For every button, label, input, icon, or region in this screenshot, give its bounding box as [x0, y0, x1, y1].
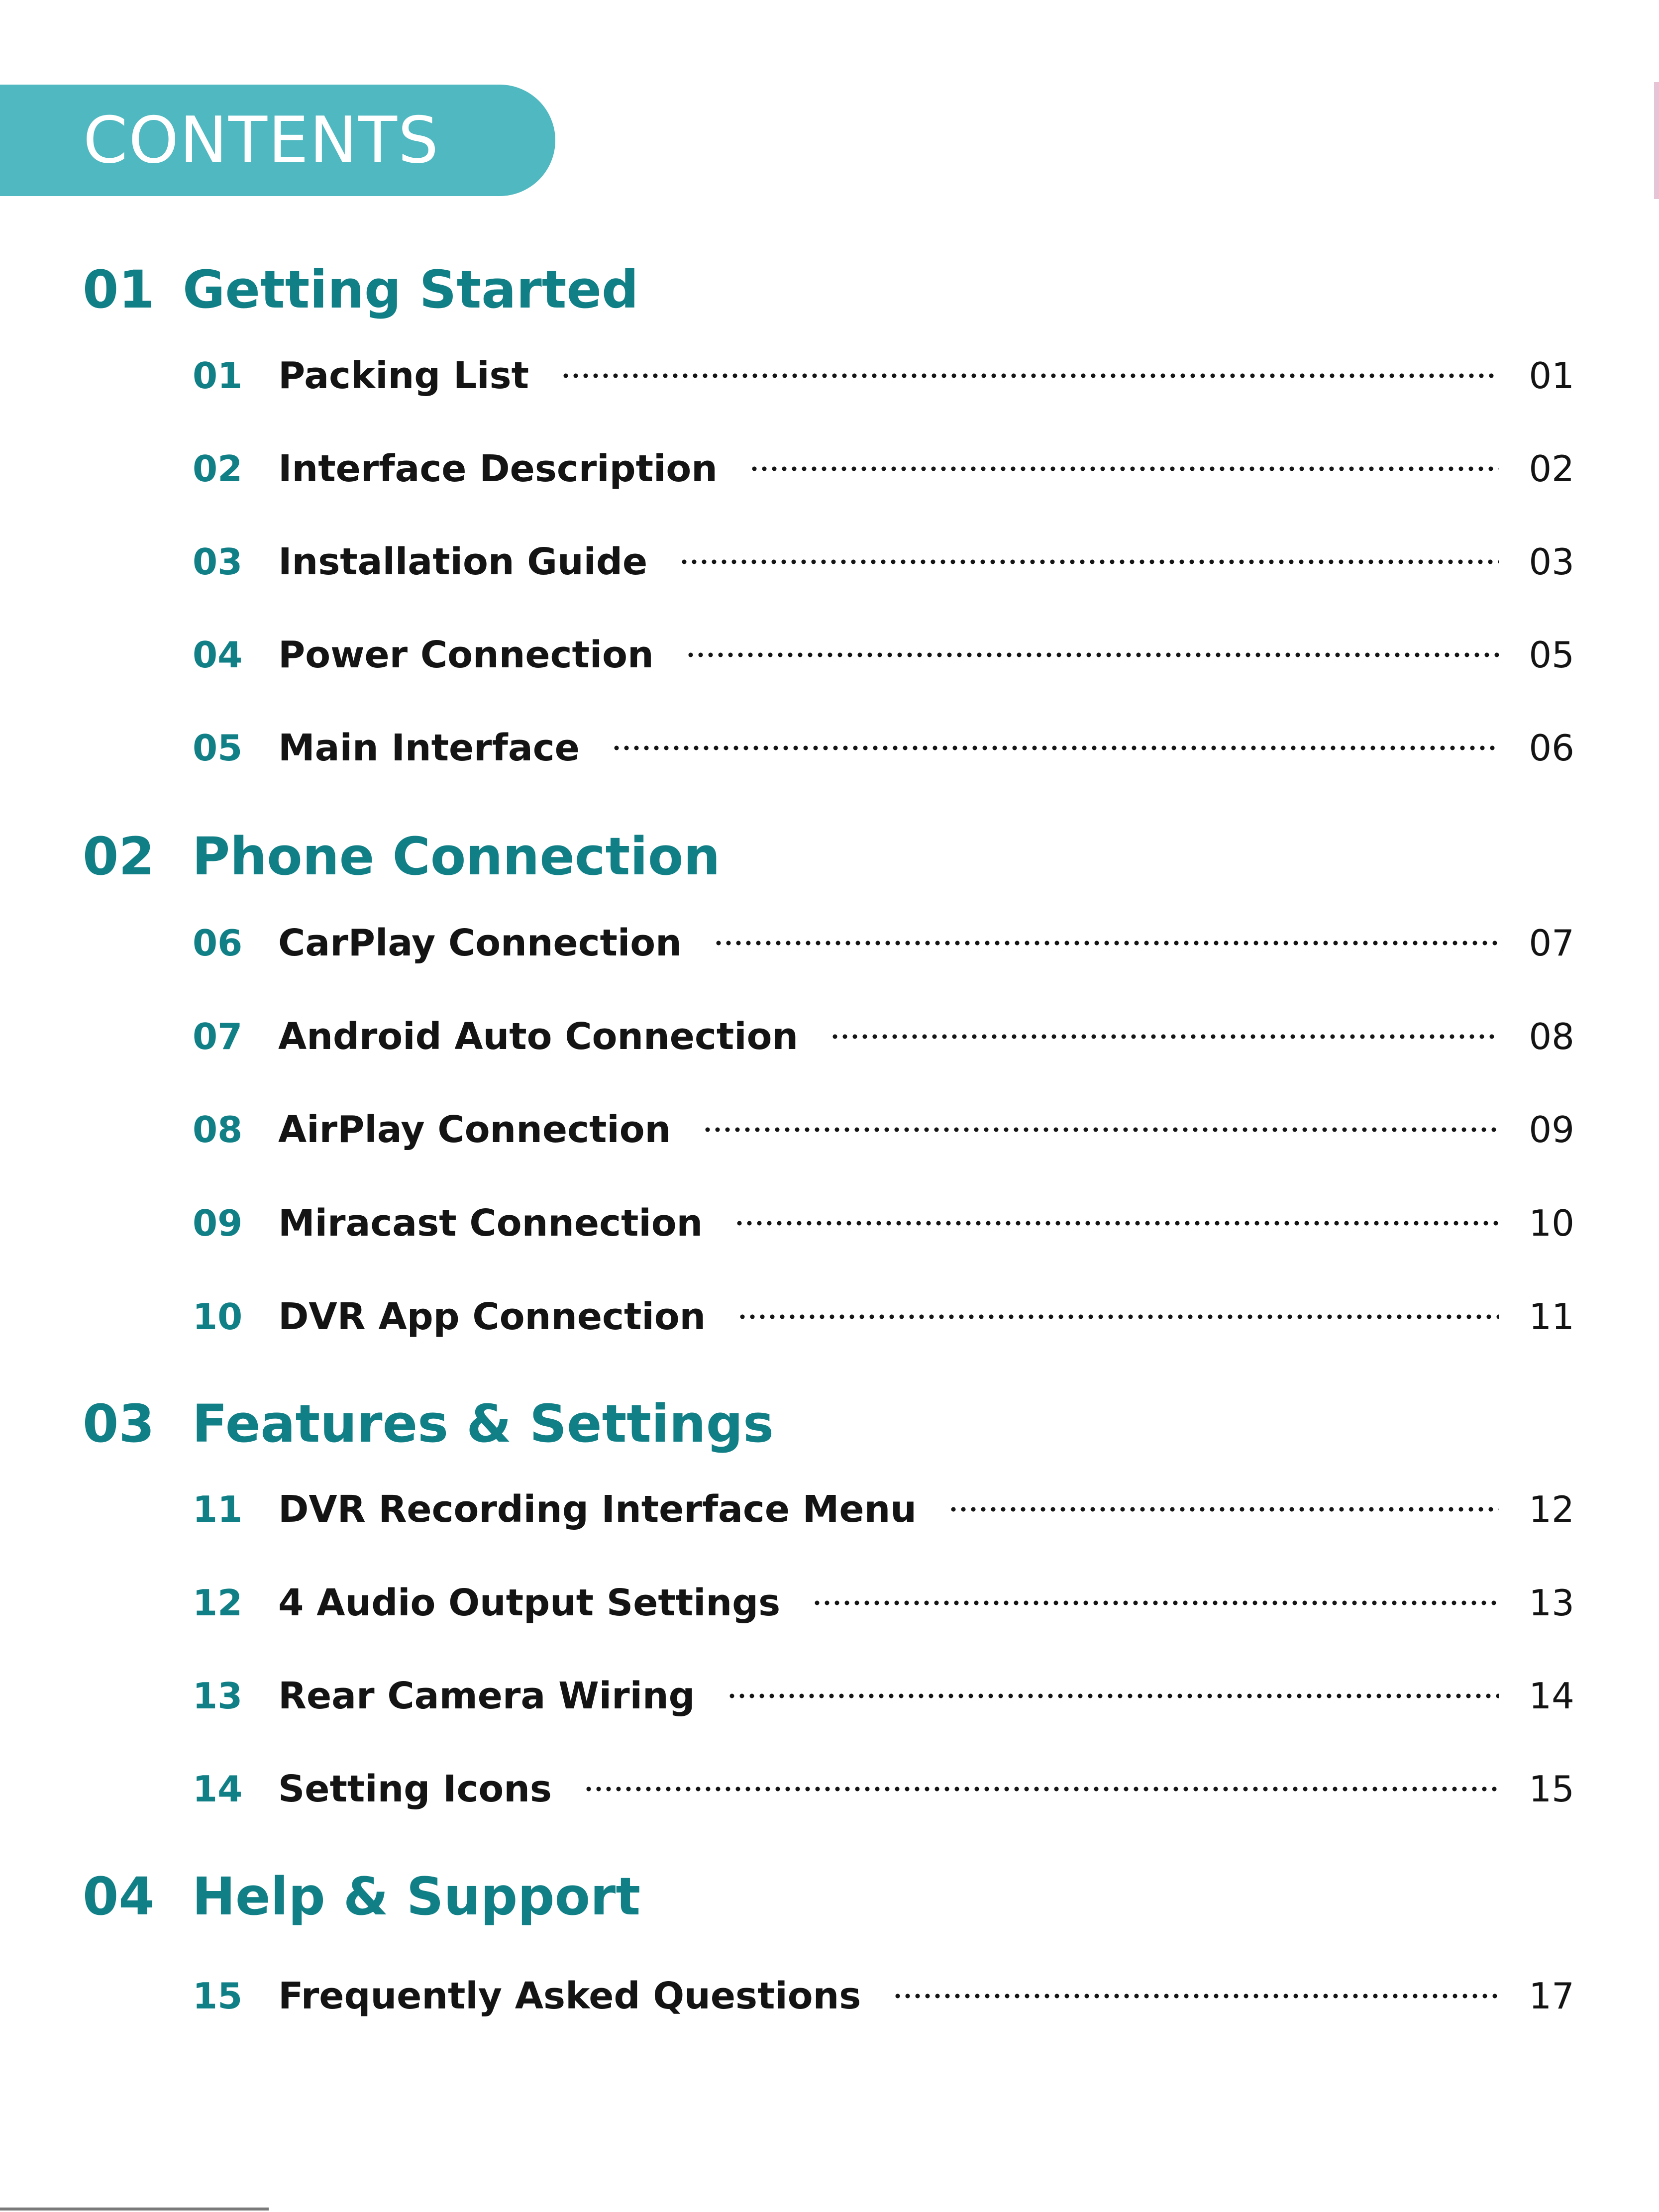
toc-item-setting-icons[interactable] — [193, 1762, 1574, 1816]
item-page-number: 13 — [1529, 1582, 1574, 1624]
dot-leader — [749, 466, 1499, 471]
item-page-number: 08 — [1529, 1016, 1574, 1057]
item-title: Packing List — [278, 354, 529, 397]
item-number: 04 — [193, 634, 243, 676]
item-title: Installation Guide — [278, 540, 648, 583]
item-page-number: 10 — [1529, 1202, 1574, 1244]
dot-leader — [679, 559, 1499, 564]
item-title: Interface Description — [278, 447, 718, 490]
dot-leader — [948, 1507, 1499, 1512]
section-heading-getting-started — [83, 257, 638, 322]
toc-item-carplay-connection[interactable] — [193, 916, 1574, 970]
item-number: 11 — [193, 1488, 243, 1530]
toc-item-miracast-connection[interactable] — [193, 1196, 1574, 1251]
section-title: Help & Support — [192, 1866, 641, 1927]
dot-leader — [714, 941, 1499, 946]
item-title: Rear Camera Wiring — [278, 1675, 695, 1717]
dot-leader — [727, 1693, 1499, 1698]
item-number: 15 — [193, 1975, 243, 2017]
item-number: 09 — [193, 1202, 243, 1244]
item-title: Miracast Connection — [278, 1202, 703, 1245]
item-number: 13 — [193, 1675, 243, 1717]
item-page-number: 17 — [1529, 1975, 1574, 2017]
dot-leader — [584, 1787, 1499, 1791]
item-number: 06 — [193, 922, 243, 964]
item-page-number: 06 — [1529, 727, 1574, 769]
item-title: CarPlay Connection — [278, 922, 682, 964]
dot-leader — [561, 373, 1499, 378]
section-title: Features & Settings — [192, 1393, 774, 1454]
item-page-number: 01 — [1529, 355, 1574, 397]
dot-leader — [812, 1600, 1499, 1605]
section-heading-help-support — [83, 1864, 640, 1929]
item-number: 14 — [193, 1768, 243, 1810]
item-title: DVR Recording Interface Menu — [278, 1488, 917, 1531]
item-page-number: 14 — [1529, 1675, 1574, 1717]
section-number: 01 — [83, 259, 155, 320]
dot-leader — [612, 745, 1499, 750]
section-heading-features-settings — [83, 1391, 774, 1456]
edge-decoration — [1654, 82, 1659, 199]
page-title: CONTENTS — [83, 103, 440, 178]
item-title: Main Interface — [278, 727, 580, 769]
section-title: Getting Started — [183, 259, 639, 320]
dot-leader — [737, 1314, 1499, 1319]
section-number: 04 — [83, 1866, 155, 1927]
dot-leader — [703, 1127, 1499, 1132]
toc-item-main-interface[interactable] — [193, 721, 1574, 775]
item-page-number: 12 — [1529, 1488, 1574, 1530]
item-title: Frequently Asked Questions — [278, 1975, 861, 2017]
item-page-number: 02 — [1529, 448, 1574, 490]
section-title: Phone Connection — [192, 826, 721, 887]
item-number: 01 — [193, 355, 243, 397]
section-heading-phone-connection — [83, 824, 720, 889]
item-number: 03 — [193, 541, 243, 583]
dot-leader — [686, 652, 1499, 657]
dot-leader — [734, 1221, 1499, 1226]
toc-item-rear-camera-wiring[interactable] — [193, 1669, 1574, 1723]
item-number: 02 — [193, 448, 243, 490]
item-page-number: 07 — [1529, 922, 1574, 964]
toc-item-installation-guide[interactable] — [193, 534, 1574, 589]
item-number: 10 — [193, 1296, 243, 1338]
section-number: 03 — [83, 1393, 155, 1454]
toc-item-android-auto-connection[interactable] — [193, 1009, 1574, 1064]
toc-item-airplay-connection[interactable] — [193, 1102, 1574, 1157]
toc-item-power-connection[interactable] — [193, 628, 1574, 682]
item-number: 05 — [193, 727, 243, 769]
item-title: DVR App Connection — [278, 1295, 706, 1338]
item-title: Android Auto Connection — [278, 1015, 799, 1058]
toc-item-frequently-asked-questions[interactable] — [193, 1969, 1574, 2023]
item-number: 12 — [193, 1582, 243, 1624]
item-number: 07 — [193, 1016, 243, 1057]
section-number: 02 — [83, 826, 155, 887]
toc-item-packing-list[interactable] — [193, 348, 1574, 403]
dot-leader — [893, 1994, 1499, 1999]
toc-item-audio-output-settings[interactable] — [193, 1576, 1574, 1630]
item-title: Power Connection — [278, 633, 654, 676]
item-page-number: 09 — [1529, 1109, 1574, 1151]
toc-item-dvr-recording-interface-menu[interactable] — [193, 1482, 1574, 1537]
item-page-number: 03 — [1529, 541, 1574, 583]
toc-item-dvr-app-connection[interactable] — [193, 1289, 1574, 1344]
item-page-number: 15 — [1529, 1768, 1574, 1810]
item-title: AirPlay Connection — [278, 1108, 671, 1151]
item-number: 08 — [193, 1109, 243, 1151]
footer-divider — [0, 2208, 269, 2211]
dot-leader — [830, 1034, 1499, 1039]
toc-item-interface-description[interactable] — [193, 441, 1574, 496]
item-page-number: 11 — [1529, 1296, 1574, 1338]
item-title: 4 Audio Output Settings — [278, 1581, 781, 1624]
item-page-number: 05 — [1529, 634, 1574, 676]
item-title: Setting Icons — [278, 1768, 552, 1810]
contents-banner — [0, 85, 555, 196]
